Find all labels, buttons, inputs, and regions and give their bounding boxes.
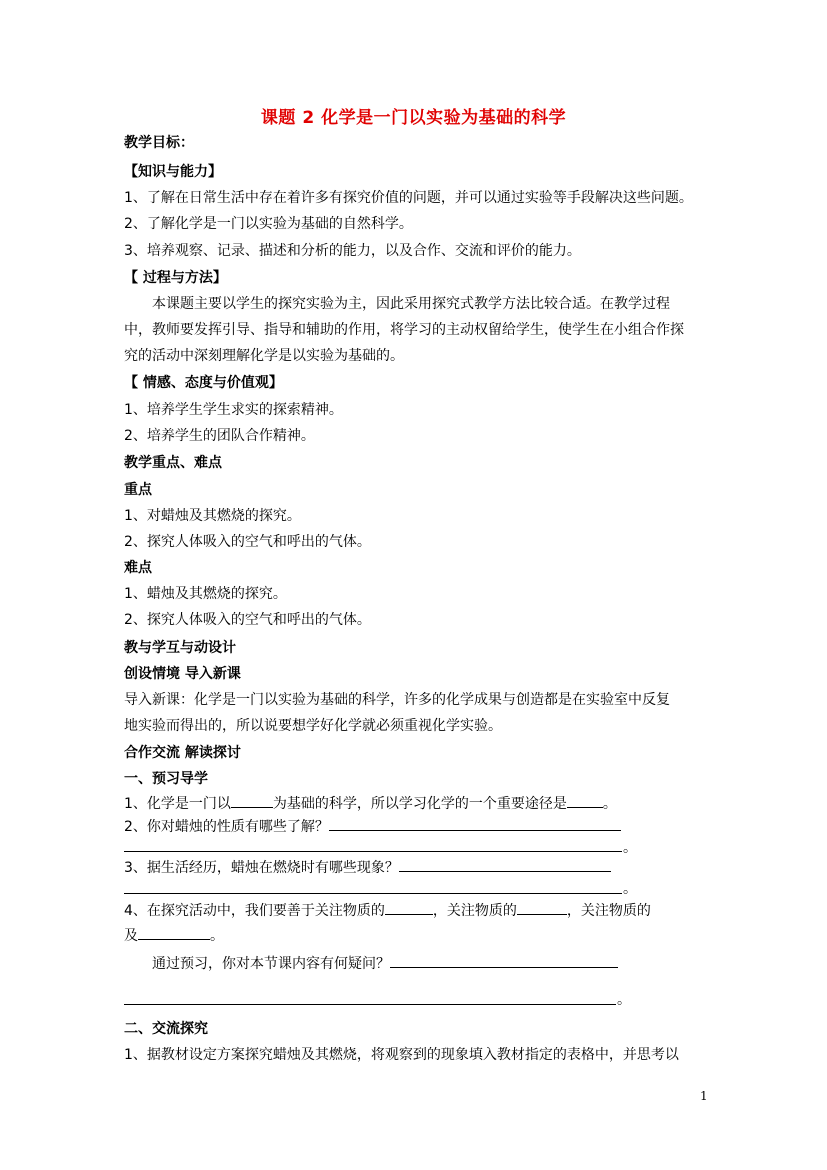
question-text: 1、化学是一门以 bbox=[124, 796, 231, 812]
answer-blank[interactable] bbox=[231, 793, 273, 808]
process-paragraph-line: 中，教师要发挥引导、指导和辅助的作用，将学习的主动权留给学生，使学生在小组合作探 bbox=[124, 322, 684, 338]
difficult-heading: 难点 bbox=[124, 560, 152, 576]
key-difficult-heading: 教学重点、难点 bbox=[124, 455, 222, 471]
answer-line[interactable] bbox=[124, 1004, 616, 1005]
emotion-item: 1、培养学生学生求实的探索精神。 bbox=[124, 402, 343, 418]
question-text: 为基础的科学，所以学习化学的一个重要途径是 bbox=[272, 796, 567, 812]
question-text: 通过预习，你对本节课内容有何疑问？ bbox=[152, 956, 390, 972]
period-mark: 。 bbox=[623, 881, 637, 897]
exchange-heading: 二、交流探究 bbox=[124, 1021, 208, 1037]
preview-question-3 bbox=[124, 857, 611, 878]
answer-blank[interactable] bbox=[399, 857, 611, 872]
answer-blank[interactable] bbox=[517, 900, 567, 915]
teaching-goals-heading: 教学目标： bbox=[124, 135, 194, 151]
page-title: 课题 2 化学是一门以实验为基础的科学 bbox=[260, 108, 567, 128]
question-text: 及 bbox=[124, 928, 138, 944]
preview-question-5 bbox=[152, 953, 618, 974]
difficult-item: 1、蜡烛及其燃烧的探究。 bbox=[124, 586, 287, 602]
key-item: 2、探究人体吸入的空气和呼出的气体。 bbox=[124, 534, 371, 550]
answer-blank[interactable] bbox=[138, 925, 210, 940]
intro-heading: 创设情境 导入新课 bbox=[124, 666, 241, 682]
preview-question-2 bbox=[124, 816, 621, 837]
intro-paragraph-line: 地实验而得出的，所以说要想学好化学就必须重视化学实验。 bbox=[124, 718, 502, 734]
answer-blank[interactable] bbox=[567, 793, 603, 808]
exchange-line: 1、据教材设定方案探究蜡烛及其燃烧，将观察到的现象填入教材指定的表格中，并思考以 bbox=[124, 1047, 679, 1063]
answer-blank[interactable] bbox=[385, 900, 433, 915]
knowledge-heading: 【知识与能力】 bbox=[124, 164, 222, 180]
preview-question-4 bbox=[124, 900, 651, 921]
question-text: 。 bbox=[602, 796, 617, 812]
answer-line[interactable] bbox=[124, 893, 622, 894]
question-text: ，关注物质的 bbox=[566, 903, 651, 919]
key-item: 1、对蜡烛及其燃烧的探究。 bbox=[124, 508, 301, 524]
intro-paragraph-line: 导入新课：化学是一门以实验为基础的科学，许多的化学成果与创造都是在实验室中反复 bbox=[124, 692, 670, 708]
cooperate-heading: 合作交流 解读探讨 bbox=[124, 745, 241, 761]
preview-heading: 一、预习导学 bbox=[124, 771, 208, 787]
period-mark: 。 bbox=[623, 840, 637, 856]
key-heading: 重点 bbox=[124, 482, 152, 498]
emotion-item: 2、培养学生的团队合作精神。 bbox=[124, 428, 315, 444]
knowledge-item: 2、了解化学是一门以实验为基础的自然科学。 bbox=[124, 216, 413, 232]
question-text: 3、据生活经历，蜡烛在燃烧时有哪些现象？ bbox=[124, 860, 399, 876]
process-heading: 【 过程与方法】 bbox=[124, 270, 227, 286]
process-paragraph-line: 究的活动中深刻理解化学是以实验为基础的。 bbox=[124, 348, 404, 364]
period-mark: 。 bbox=[617, 992, 631, 1008]
question-text: 2、你对蜡烛的性质有哪些了解？ bbox=[124, 819, 329, 835]
question-text: ，关注物质的 bbox=[432, 903, 517, 919]
preview-question-4-cont bbox=[124, 925, 224, 946]
knowledge-item: 1、了解在日常生活中存在着许多有探究价值的问题，并可以通过实验等手段解决这些问题。 bbox=[124, 190, 693, 206]
question-text: 4、在探究活动中，我们要善于关注物质的 bbox=[124, 903, 385, 919]
preview-question-1 bbox=[124, 793, 617, 814]
answer-line[interactable] bbox=[124, 851, 622, 852]
knowledge-item: 3、培养观察、记录、描述和分析的能力，以及合作、交流和评价的能力。 bbox=[124, 243, 581, 259]
design-heading: 教与学互与动设计 bbox=[124, 640, 236, 656]
question-text: 。 bbox=[210, 928, 224, 944]
answer-blank[interactable] bbox=[329, 816, 621, 831]
emotion-heading: 【 情感、态度与价值观】 bbox=[124, 375, 283, 391]
page-number: 1 bbox=[700, 1089, 708, 1103]
process-paragraph-line: 本课题主要以学生的探究实验为主，因此采用探究式教学方法比较合适。在教学过程 bbox=[152, 296, 670, 312]
answer-blank[interactable] bbox=[390, 953, 618, 968]
difficult-item: 2、探究人体吸入的空气和呼出的气体。 bbox=[124, 612, 371, 628]
